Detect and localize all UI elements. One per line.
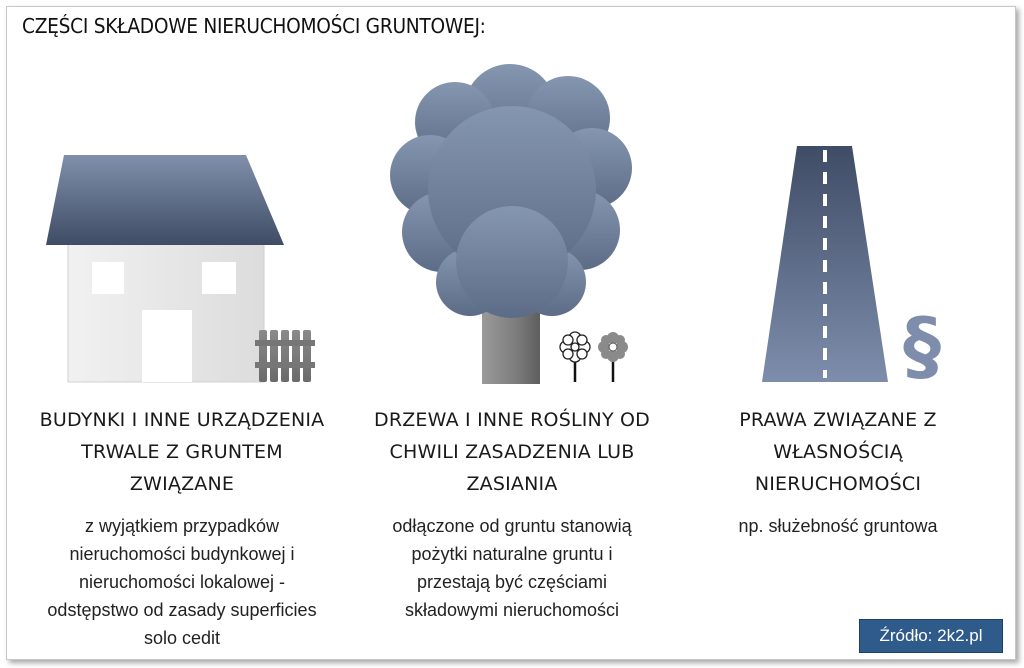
heading-buildings xyxy=(14,404,350,500)
heading-line: DRZEWA I INNE ROŚLINY OD xyxy=(373,409,650,431)
heading-line: BUDYNKI I INNE URZĄDZENIA xyxy=(39,409,325,431)
heading-line: TRWALE Z GRUNTEM xyxy=(81,441,283,463)
heading-line: NIERUCHOMOŚCI xyxy=(754,473,922,495)
flower-outline-icon xyxy=(560,332,590,382)
desc-line: solo cedit xyxy=(143,628,221,648)
flower-gray-icon xyxy=(598,332,628,382)
desc-buildings xyxy=(14,512,350,652)
heading-line: ZASIANIA xyxy=(466,473,558,495)
desc-line: np. służebność gruntowa xyxy=(738,516,938,536)
source-badge: Źródło: 2k2.pl xyxy=(859,619,1003,653)
desc-line: nieruchomości budynkowej i xyxy=(69,544,295,564)
road-icon xyxy=(762,146,888,382)
desc-line: przestają być częściami xyxy=(416,572,608,592)
desc-line: odłączone od gruntu stanowią xyxy=(392,516,632,536)
heading-line: CHWILI ZASADZENIA LUB xyxy=(389,441,635,463)
desc-line: z wyjątkiem przypadków xyxy=(84,516,280,536)
desc-line: pożytki naturalne gruntu i xyxy=(411,544,613,564)
page-title: CZĘŚCI SKŁADOWE NIERUCHOMOŚCI GRUNTOWEJ: xyxy=(22,14,486,38)
house-icon xyxy=(46,155,284,382)
desc-line: składowymi nieruchomości xyxy=(404,600,620,620)
heading-line: PRAWA ZWIĄZANE Z xyxy=(739,409,937,431)
paragraph-sign-icon: § xyxy=(903,301,941,390)
desc-line: nieruchomości lokalowej - xyxy=(78,572,286,592)
desc-line: odstępstwo od zasady superficies xyxy=(47,600,317,620)
heading-rights xyxy=(700,404,976,500)
heading-line: ZWIĄZANE xyxy=(129,473,235,495)
heading-line: WŁASNOŚCIĄ xyxy=(773,441,903,463)
desc-trees xyxy=(352,512,672,624)
desc-rights xyxy=(700,512,976,540)
tree-icon xyxy=(390,64,632,384)
fence-icon xyxy=(255,330,315,382)
heading-trees xyxy=(352,404,672,500)
